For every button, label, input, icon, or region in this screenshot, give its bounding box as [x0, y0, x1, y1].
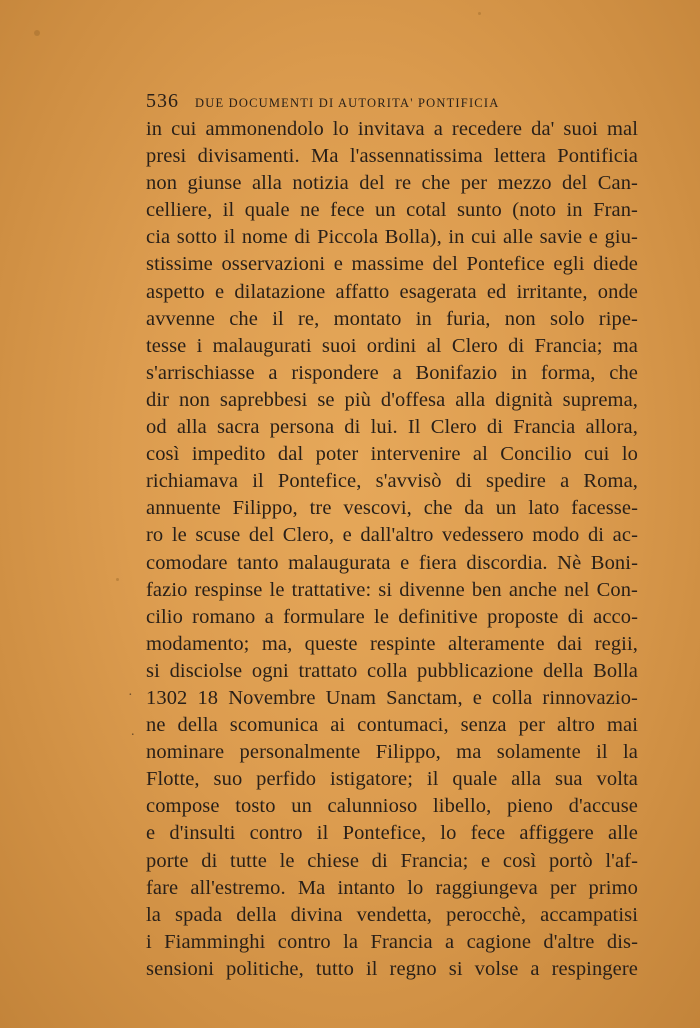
- page-header: [146, 90, 646, 112]
- text-line: in cui ammonendolo lo invitava a recedere da' suoi mal: [146, 118, 638, 140]
- text-line: celliere, il quale ne fece un cotal sunto (noto in Fran-: [146, 199, 638, 222]
- text-line: e d'insulti contro il Pontefice, lo fece affiggere alle: [146, 822, 638, 845]
- text-line: non giunse alla notizia del re che per mezzo del Can-: [146, 172, 638, 195]
- text-line: fazio respinse le trattative: si divenne ben anche nel Con-: [146, 578, 638, 601]
- text-line: nominare personalmente Filippo, ma solamente il la: [146, 741, 638, 764]
- text-line: ro le scuse del Clero, e dall'altro vedessero modo di ac-: [146, 524, 638, 547]
- paper-speck: [478, 12, 481, 15]
- text-line: cia sotto il nome di Piccola Bolla), in cui alle savie e giu-: [146, 226, 638, 249]
- text-line: presi divisamenti. Ma l'assennatissima lettera Pontificia: [146, 145, 638, 168]
- text-line: 1302 18 Novembre Unam Sanctam, e colla rinnovazio-: [146, 686, 638, 709]
- body-text: [146, 116, 638, 983]
- text-line: annuente Filippo, tre vescovi, che da un lato facesse-: [146, 497, 638, 520]
- text-line: fare all'estremo. Ma intanto lo raggiungeva per primo: [146, 876, 638, 899]
- text-line: così impedito dal poter intervenire al Concilio cui lo: [146, 443, 638, 466]
- text-line: s'arrischiasse a rispondere a Bonifazio in forma, che: [146, 361, 638, 384]
- text-line: aspetto e dilatazione affatto esagerata ed irritante, onde: [146, 280, 638, 303]
- paper-speck: [34, 30, 40, 36]
- text-line: cilio romano a formulare le definitive proposte di acco-: [146, 605, 638, 628]
- text-line: richiamava il Pontefice, s'avvisò di spedire a Roma,: [146, 470, 638, 493]
- text-line: si disciolse ogni trattato colla pubblicazione della Bolla: [146, 659, 638, 682]
- text-line: i Fiamminghi contro la Francia a cagione d'altre dis-: [146, 930, 638, 953]
- text-line: od alla sacra persona di lui. Il Clero di Francia allora,: [146, 416, 638, 439]
- text-line: modamento; ma, queste respinte alteramente dai regii,: [146, 632, 638, 655]
- text-line: stissime osservazioni e massime del Pontefice egli diede: [146, 253, 638, 276]
- text-line: sensioni politiche, tutto il regno si volse a respingere: [146, 957, 638, 980]
- text-line: ne della scomunica ai contumaci, senza per altro mai: [146, 714, 638, 737]
- paper-speck: [116, 578, 119, 581]
- running-title: DUE DOCUMENTI DI AUTORITA' PONTIFICIA: [195, 96, 500, 110]
- text-line: la spada della divina vendetta, perocchè, accampatisi: [146, 903, 638, 926]
- text-line: avvenne che il re, montato in furia, non solo ripe-: [146, 307, 638, 330]
- text-line: porte di tutte le chiese di Francia; e così portò l'af-: [146, 849, 638, 872]
- page-number: 536: [146, 90, 179, 112]
- text-line: tesse i malaugurati suoi ordini al Clero di Francia; ma: [146, 334, 638, 357]
- text-line: Flotte, suo perfido istigatore; il quale alla sua volta: [146, 768, 638, 791]
- margin-mark: .: [131, 724, 135, 739]
- margin-mark: ·: [128, 688, 133, 703]
- text-line: compose tosto un calunnioso libello, pieno d'accuse: [146, 795, 638, 818]
- text-line: dir non saprebbesi se più d'offesa alla dignità suprema,: [146, 388, 638, 411]
- text-line: comodare tanto malaugurata e fiera discordia. Nè Boni-: [146, 551, 638, 574]
